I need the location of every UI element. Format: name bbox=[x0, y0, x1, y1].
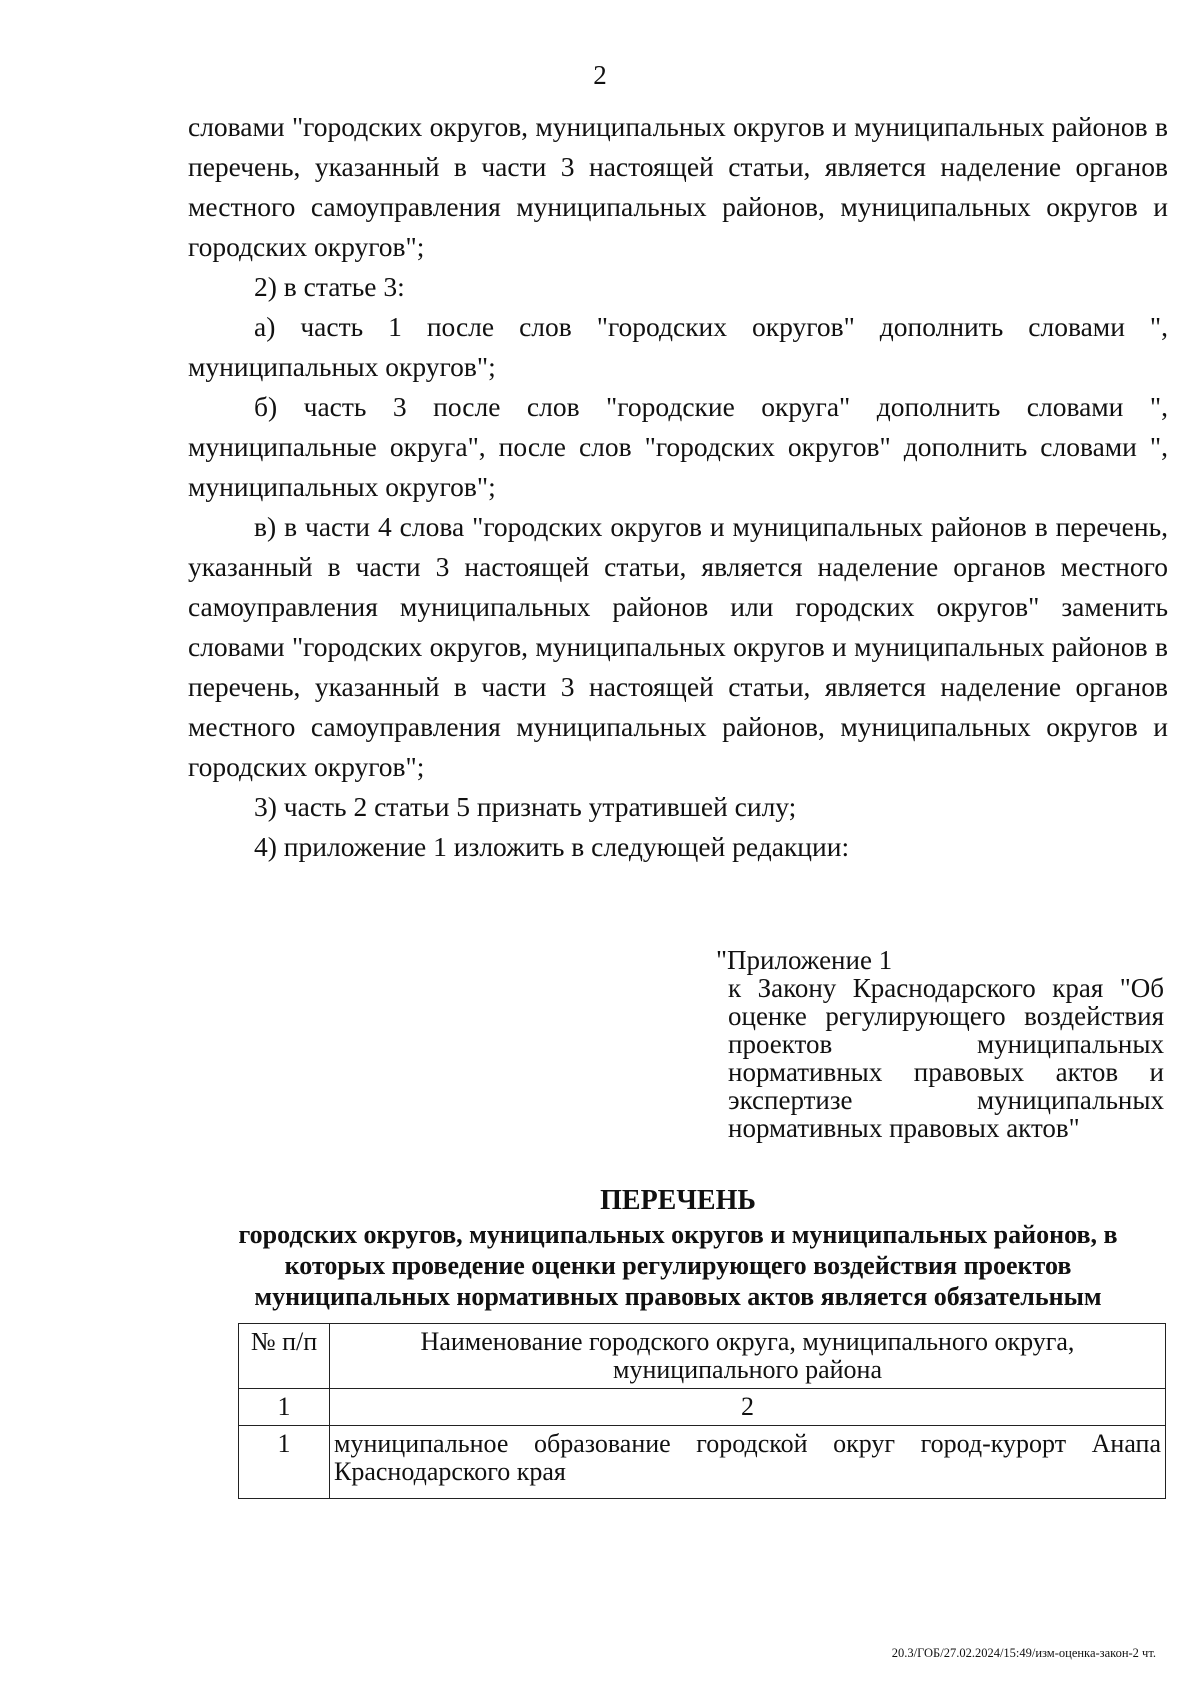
municipalities-table bbox=[238, 1323, 1166, 1499]
heading-title: ПЕРЕЧЕНЬ bbox=[600, 1185, 756, 1216]
header-name-cell: Наименование городского округа, муниципального округа, муниципального района bbox=[330, 1324, 1166, 1389]
index-name-cell: 2 bbox=[330, 1389, 1166, 1426]
paragraph-item-2a: а) часть 1 после слов "городских округов" дополнить словами ", муниципальных округов"; bbox=[188, 311, 1168, 382]
header-num-cell: № п/п bbox=[239, 1324, 330, 1389]
paragraph-continuation: словами "городских округов, муниципальных округов и муниципальных районов в перечень, указанный в части 3 настоящей статьи, является наделение органов местного самоуправления муниципальных районов, муниципальных округов и городских округов"; bbox=[188, 111, 1168, 262]
paragraph-item-2: 2) в статье 3: bbox=[254, 271, 405, 302]
appendix-reference: к Закону Краснодарского края "Об оценке регулирующего воздействия проектов муниципальных нормативных правовых актов и экспертизе муниципальных нормативных правовых актов" bbox=[728, 973, 1164, 1143]
paragraph-item-4: 4) приложение 1 изложить в следующей редакции: bbox=[254, 831, 850, 862]
row-num-cell: 1 bbox=[239, 1426, 330, 1499]
paragraph-item-2v: в) в части 4 слова "городских округов и муниципальных районов в перечень, указанный в части 3 настоящей статьи, является наделение органов местного самоуправления муниципальных районов или городских округов" заменить словами "городских округов, муниципальных округов и муниципальных районов в перечень, указанный в части 3 настоящей статьи, является наделение органов местного самоуправления муниципальных районов, муниципальных округов и городских округов"; bbox=[188, 511, 1168, 782]
body-text bbox=[188, 107, 1168, 867]
appendix-block bbox=[716, 946, 1164, 1142]
table-header-row bbox=[239, 1324, 1166, 1389]
document-code: 20.3/ГОБ/27.02.2024/15:49/изм-оценка-закон-2 чт. bbox=[891, 1646, 1156, 1660]
paragraph-item-2b: б) часть 3 после слов "городские округа" дополнить словами ", муниципальные округа", после слов "городских округов" дополнить словами ", муниципальных округов"; bbox=[188, 391, 1168, 502]
paragraph-item-3: 3) часть 2 статьи 5 признать утратившей силу; bbox=[254, 791, 797, 822]
heading-subtitle: городских округов, муниципальных округов и муниципальных районов, в которых проведение оценки регулирующего воздействия проектов муниципальных нормативных правовых актов является обязательным bbox=[238, 1220, 1118, 1311]
row-name-cell: муниципальное образование городской округ город-курорт Анапа Краснодарского края bbox=[330, 1426, 1166, 1499]
table-index-row bbox=[239, 1389, 1166, 1426]
table-row bbox=[239, 1426, 1166, 1499]
appendix-title: "Приложение 1 bbox=[716, 945, 893, 975]
index-num-cell: 1 bbox=[239, 1389, 330, 1426]
list-heading bbox=[190, 1183, 1166, 1312]
page-number: 2 bbox=[593, 60, 607, 90]
